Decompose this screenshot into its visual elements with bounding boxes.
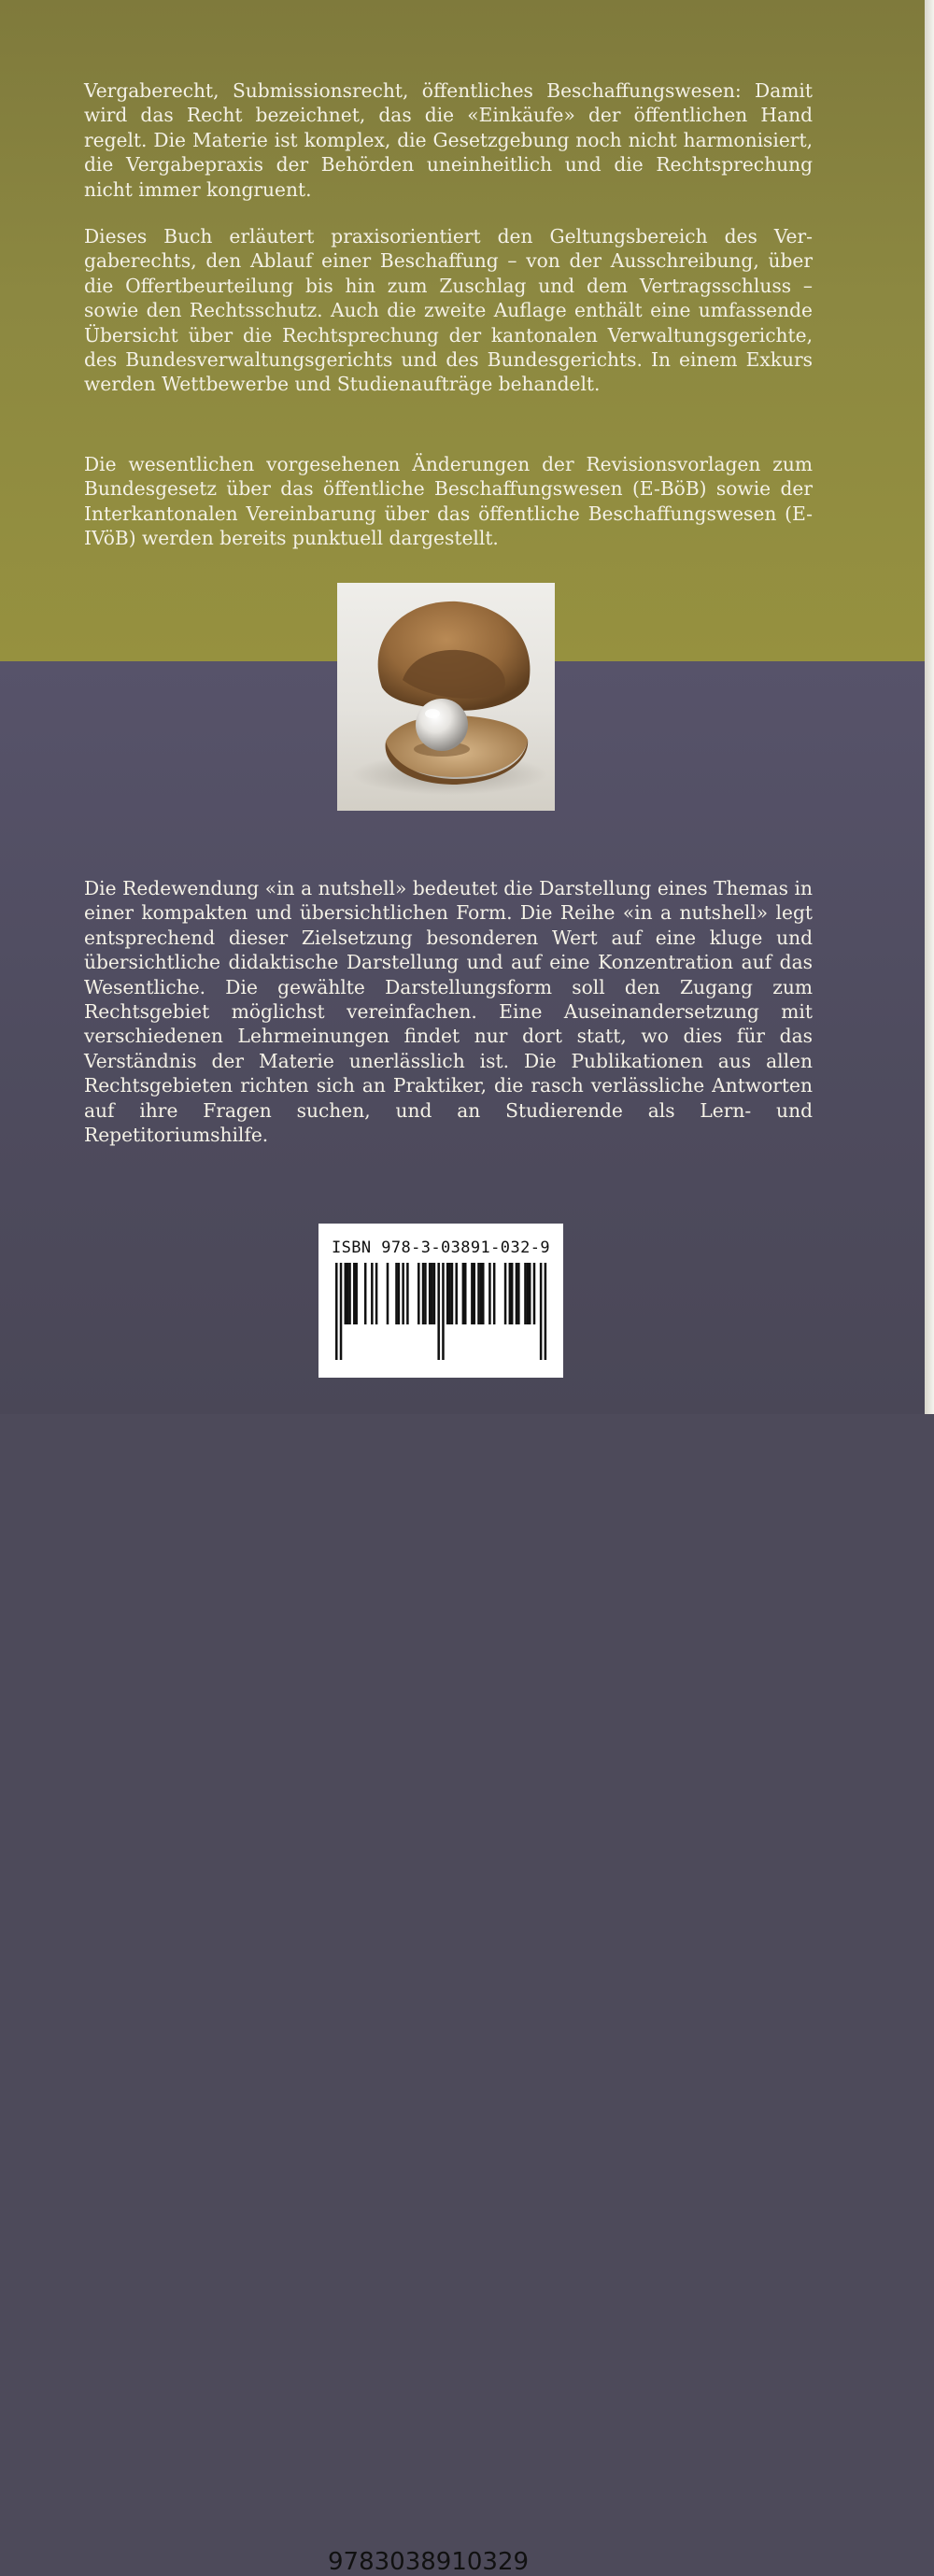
- barcode-bar: [398, 1263, 401, 1324]
- barcode-bar: [540, 1263, 543, 1360]
- barcode-bar: [493, 1263, 496, 1324]
- barcode-bar: [364, 1263, 367, 1324]
- barcode-bar: [387, 1263, 389, 1324]
- barcode-bar: [524, 1263, 527, 1324]
- ean-digits: 9783038910329: [328, 2548, 530, 2576]
- barcode-bar: [533, 1263, 536, 1324]
- barcode-bar: [429, 1263, 432, 1324]
- barcode-bar: [431, 1263, 433, 1324]
- barcode-bar: [355, 1263, 358, 1324]
- barcode-bar: [473, 1263, 475, 1324]
- barcode-bar: [335, 1263, 338, 1360]
- barcode-bar: [345, 1263, 347, 1324]
- barcode-bar: [488, 1263, 491, 1324]
- barcode-bar: [395, 1263, 398, 1324]
- barcode-bar: [527, 1263, 530, 1324]
- description-paragraph-1: Vergaberecht, Submissionsrecht, öffentliches Beschaffungswesen: Damit wird das Recht bezeichnet, das die «Einkäufe» der öffentlichen Hand regelt. Die Materie ist komplex, die Gesetzgebung noch nicht harmonisiert, die Vergabepraxis der Behörden uneinheitlich und die Rechtsprechung nicht immer kongruent.: [84, 79, 813, 201]
- barcode-bar: [482, 1263, 485, 1324]
- barcode-bar: [340, 1263, 343, 1360]
- series-info-paragraph: Die Redewendung «in a nutshell» bedeutet die Darstellung eines Themas in einer kompakten und übersichtlichen Form. Die Reihe «in a nutshell» legt entsprechend dieser Zielsetzung besonderen Wert auf eine kluge und übersichtliche didaktische Darstellung und auf eine Konzentration auf das Wesentliche. Die gewählte Darstellungsform soll den Zugang zum Rechtsgebiet möglichst vereinfachen. Eine Auseinandersetzung mit verschiedenen Lehrmeinungen findet nur dort statt, wo dies für das Verständnis der Materie unerlässlich ist. Die Publikationen aus allen Rechtsgebieten richten sich an Praktiker, die rasch verlässliche Antworten auf ihre Fragen suchen, und an Studierende als Lern- und Repetitoriumshilfe.: [84, 877, 813, 1147]
- isbn-label: ISBN 978-3-03891-032-9: [332, 1238, 550, 1257]
- barcode-bar: [406, 1263, 409, 1324]
- barcode-bar: [347, 1263, 349, 1324]
- nutshell-pearl-illustration: [337, 583, 555, 811]
- barcode-bar: [509, 1263, 512, 1324]
- barcode-bar: [471, 1263, 474, 1324]
- barcode-bar: [371, 1263, 374, 1324]
- barcode-bar: [504, 1263, 507, 1324]
- barcode-bar: [529, 1263, 531, 1324]
- barcode-bar: [422, 1263, 425, 1324]
- barcode-bar: [375, 1263, 378, 1324]
- barcode-bar: [437, 1263, 440, 1360]
- isbn-barcode: [318, 1224, 563, 2576]
- barcode-bar: [464, 1263, 467, 1324]
- cover-edge: [925, 0, 934, 1414]
- barcode-bar: [433, 1263, 436, 1324]
- barcode-bar: [417, 1263, 420, 1324]
- barcode-bar: [424, 1263, 427, 1324]
- barcode-bar: [455, 1263, 458, 1324]
- barcode-bar: [448, 1263, 451, 1324]
- pearl-highlight-shape: [425, 709, 440, 718]
- barcode-bar: [451, 1263, 454, 1324]
- barcode-bar: [462, 1263, 465, 1324]
- barcode-bar: [353, 1263, 356, 1324]
- description-paragraph-2: Dieses Buch erläutert praxisorientiert den Geltungsbereich des Vergaberechts, den Ablauf einer Beschaffung – von der Ausschreibung, über die Offertbeurteilung bis hin zum Zuschlag und dem Vertragsschluss – sowie den Rechtsschutz. Auch die zweite Auflage enthält eine umfassende Übersicht über die Rechtsprechung der kantonalen Verwaltungsgerichte, des Bundesverwaltungsgerichts und des Bundesgerichts. In einem Exkurs werden Wettbewerbe und Studienaufträge behandelt.: [84, 225, 813, 396]
- barcode-bar: [442, 1263, 445, 1360]
- nutshell-pearl-photo: [337, 583, 555, 811]
- barcode-bar: [516, 1263, 518, 1324]
- barcode-bar: [402, 1263, 404, 1324]
- pearl-shape: [416, 699, 468, 751]
- description-paragraph-3: Die wesentlichen vorgesehenen Änderungen der Revisionsvorlagen zum Bundesgesetz über das öffentliche Beschaffungswesen (E-BöB) sowie der Interkantonalen Vereinbarung über das öffentliche Beschaffungswesen (E-IVöB) werden bereits punktuell dargestellt.: [84, 453, 813, 550]
- barcode-bar: [517, 1263, 520, 1324]
- barcode-bar: [348, 1263, 351, 1324]
- barcode-bars: [335, 1263, 546, 1360]
- barcode-bar: [477, 1263, 480, 1324]
- barcode-bar: [480, 1263, 483, 1324]
- barcode-bar: [511, 1263, 514, 1324]
- barcode-bar: [545, 1263, 547, 1360]
- barcode-bar: [446, 1263, 449, 1324]
